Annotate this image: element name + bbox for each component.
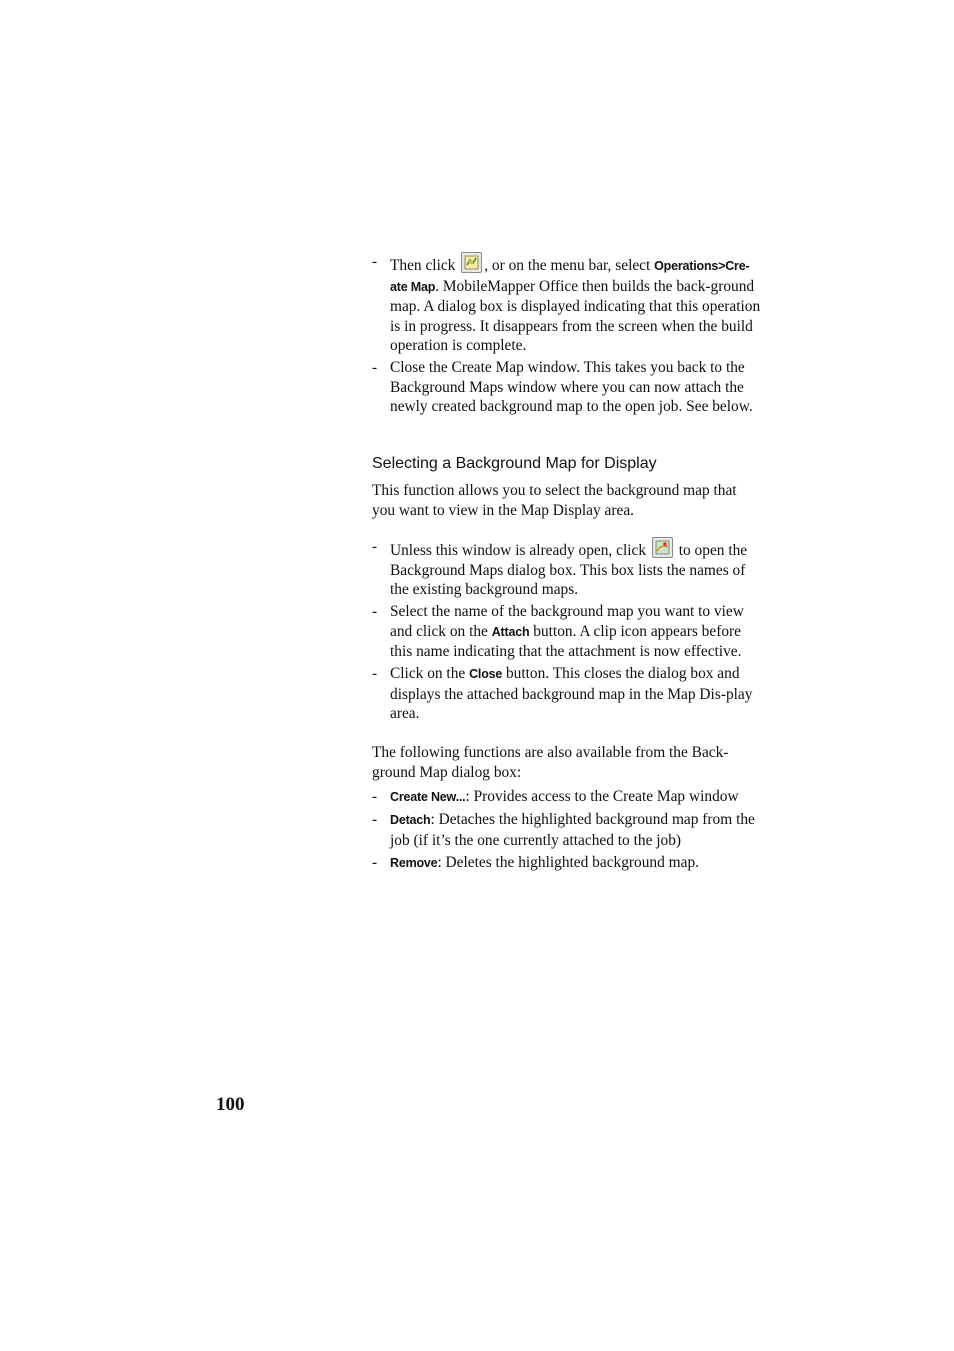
- bullet-list-functions: [372, 787, 764, 876]
- bullet-list-select-map: [372, 537, 764, 726]
- bullet-dash: -: [372, 665, 378, 682]
- item-text: to open the Background Maps dialog box. This box lists the names of the existing background maps.: [390, 542, 748, 598]
- menu-path-operations-create-map: Operations>Cre-ate Map: [390, 259, 750, 294]
- attach-button-label: Attach: [491, 624, 530, 639]
- item-text: : Detaches the highlighted background map from the job (if it’s the one currently attached to the job): [390, 811, 755, 849]
- bullet-dash: -: [372, 253, 378, 270]
- list-item: [372, 810, 764, 850]
- bullet-list-create-map: [372, 252, 764, 419]
- list-item: [372, 787, 764, 808]
- item-text: . MobileMapper Office then builds the back-ground map. A dialog box is displayed indicating that this operation is in progress. It disappears from the screen when the build operation is complete.: [390, 277, 761, 354]
- item-text: Click on the: [390, 665, 470, 682]
- item-text: : Deletes the highlighted background map.: [437, 853, 700, 871]
- remove-label: Remove: [390, 855, 438, 870]
- create-new-label: Create New...: [390, 790, 466, 804]
- item-text: button. This closes the dialog box and displays the attached background map in the Map Dis-play area.: [390, 665, 753, 722]
- list-item: [372, 537, 764, 600]
- bullet-dash: -: [372, 359, 378, 376]
- bullet-dash: -: [372, 853, 378, 871]
- page-number: 100: [216, 1094, 245, 1115]
- list-item: [372, 358, 764, 417]
- detach-label: Detach: [390, 813, 431, 827]
- list-item: [372, 252, 764, 356]
- intro-paragraph: This function allows you to select the background map that you want to view in the Map Display area.: [372, 482, 737, 519]
- list-item: [372, 853, 764, 874]
- close-button-label: Close: [469, 667, 503, 681]
- bullet-dash: -: [372, 811, 378, 828]
- item-text: Select the name of the background map you want to view and click on the: [390, 603, 744, 640]
- item-text: button. A clip icon appears before this name indicating that the attachment is now effective.: [390, 622, 742, 660]
- item-text: Close the Create Map window. This takes you back to the Background Maps window where you can now attach the newly created background map to the open job. See below.: [390, 359, 753, 415]
- item-text: , or on the menu bar, select: [484, 257, 655, 274]
- bullet-dash: -: [372, 538, 378, 555]
- item-text: : Provides access to the Create Map window: [465, 788, 739, 805]
- create-map-icon: [461, 252, 482, 273]
- item-text: Unless this window is already open, click: [390, 542, 650, 559]
- section-heading: Selecting a Background Map for Display: [372, 455, 657, 472]
- list-item: [372, 664, 764, 724]
- following-paragraph: The following functions are also available from the Back-ground Map dialog box:: [372, 744, 729, 781]
- background-maps-icon: [652, 537, 673, 558]
- bullet-dash: -: [372, 603, 378, 620]
- list-item: [372, 602, 764, 662]
- item-text: Then click: [390, 257, 460, 274]
- bullet-dash: -: [372, 788, 378, 805]
